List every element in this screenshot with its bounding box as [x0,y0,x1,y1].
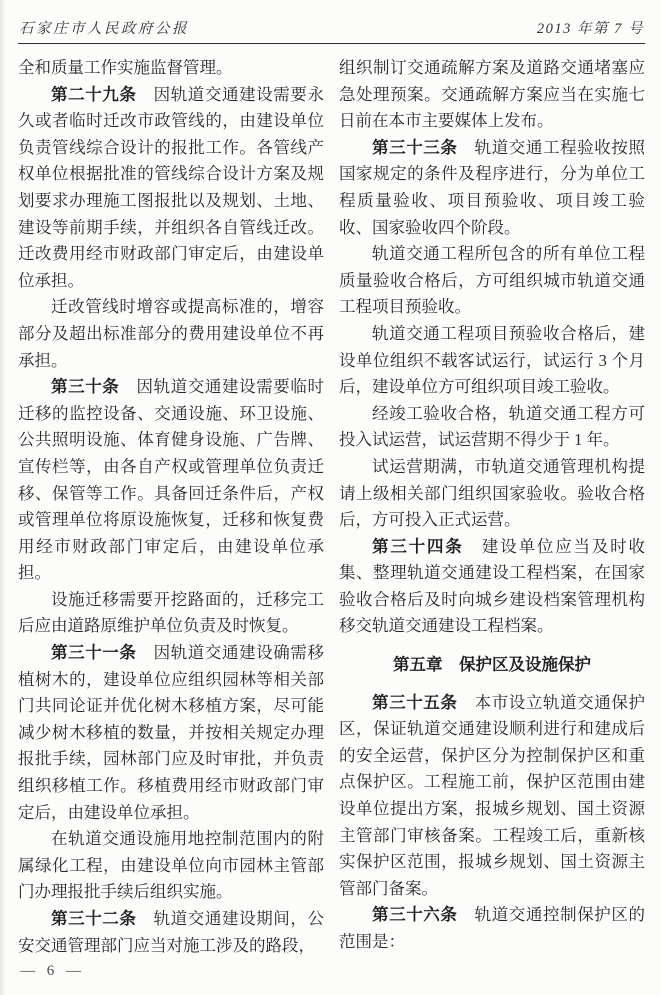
article-number: 第三十四条 [372,537,464,556]
article-number: 第三十条 [51,378,120,397]
page-header [0,0,661,43]
article-number: 第三十二条 [51,910,137,928]
article-number: 第三十一条 [51,644,137,663]
body-paragraph: 组织制订交通疏解方案及道路交通堵塞应急处理预案。交通疏解方案应当在实施七日前在本市主要媒体上发布。 [339,58,645,131]
article-paragraph: 第三十六条 轨道交通控制保护区的范围是： [339,905,646,951]
body-paragraph: 轨道交通工程所包含的所有单位工程质量验收合格后，方可组织城市轨道交通工程项目预验收。 [339,244,645,317]
article-paragraph: 第三十条 因轨道交通建设需要临时迁移的监控设备、交通设施、环卫设施、公共照明设施、体育健身设施、广告牌、宣传栏等，由各自产权或管理单位负责迁移、保管等工作。具备回迁条件后，产权或管理单位将原设施恢复，迁移和恢复费用经市财政部门审定后，由建设单位承担。 [18,377,325,583]
article-number: 第三十六条 [372,906,458,925]
article-paragraph: 第二十九条 因轨道交通建设需要永久或者临时迁改市政管线的，由建设单位负责管线综合设计的报批工作。各管线产权单位根据批准的管线综合设计方案及规划要求办理施工图报批以及规划、土地、建设等前期手续，并组织各自管线迁改。迁改费用经市财政部门审定后，由建设单位承担。 [18,84,325,290]
body-paragraph: 经竣工验收合格，轨道交通工程方可投入试运营，试运营期不得少于 1 年。 [339,403,645,450]
body-paragraph: 设施迁移需要开挖路面的，迁移完工后应由道路原维护单位负责及时恢复。 [18,589,324,636]
left-column [18,55,324,959]
article-paragraph: 第三十四条 建设单位应当及时收集、整理轨道交通建设工程档案，在国家验收合格后及时向城乡建设档案管理机构移交轨道交通建设工程档案。 [339,536,646,636]
page-footer [20,963,85,980]
body-paragraph: 轨道交通工程项目预验收合格后，建设单位组织不载客试运行，试运行 3 个月后，建设单位方可组织项目竣工验收。 [339,323,645,397]
article-paragraph: 第三十二条 轨道交通建设期间，公安交通管理部门应当对施工涉及的路段， [18,909,325,955]
article-number: 第二十九条 [51,85,137,104]
body-paragraph: 试运营期满，市轨道交通管理机构提请上级相关部门组织国家验收。验收合格后，方可投入正式运营。 [339,456,645,530]
article-paragraph: 第三十三条 轨道交通工程验收按照国家规定的条件及程序进行，分为单位工程质量验收、项目预验收、项目竣工验收、国家验收四个阶段。 [339,137,646,237]
body-paragraph: 全和质量工作实施监督管理。 [18,58,233,77]
journal-title: 石家庄市人民政府公报 [19,21,189,37]
right-column [339,55,645,959]
article-number: 第三十三条 [372,138,458,157]
article-paragraph: 第三十一条 因轨道交通建设确需移植树木的，建设单位应组织园林等相关部门共同论证并优化树木移植方案，尽可能减少树木移植的数量，并按相关规定办理报批手续，园林部门应及时审批，并负责组织移植工作。移植费用经市财政部门审定后，由建设单位承担。 [18,643,325,822]
chapter-heading: 第五章 保护区及设施保护 [393,656,591,675]
two-column-body [0,44,661,959]
article-paragraph: 第三十五条 本市设立轨道交通保护区，保证轨道交通建设顺利进行和建成后的安全运营，保护区分为控制保护区和重点保护区。工程施工前，保护区范围由建设单位提出方案，报城乡规划、国土资源主管部门审核备案。工程竣工后，重新核实保护区范围，报城乡规划、国土资源主管部门备案。 [339,692,646,898]
body-paragraph: 迁改管线时增容或提高标准的，增容部分及超出标准部分的费用建设单位不再承担。 [18,297,324,370]
body-paragraph: 在轨道交通设施用地控制范围内的附属绿化工程，由建设单位向市园林主管部门办理报批手续后组织实施。 [18,829,324,902]
article-number: 第三十五条 [372,693,458,712]
issue-number: 2013 年第 7 号 [536,21,644,37]
page-number: — 6 — [20,963,85,979]
